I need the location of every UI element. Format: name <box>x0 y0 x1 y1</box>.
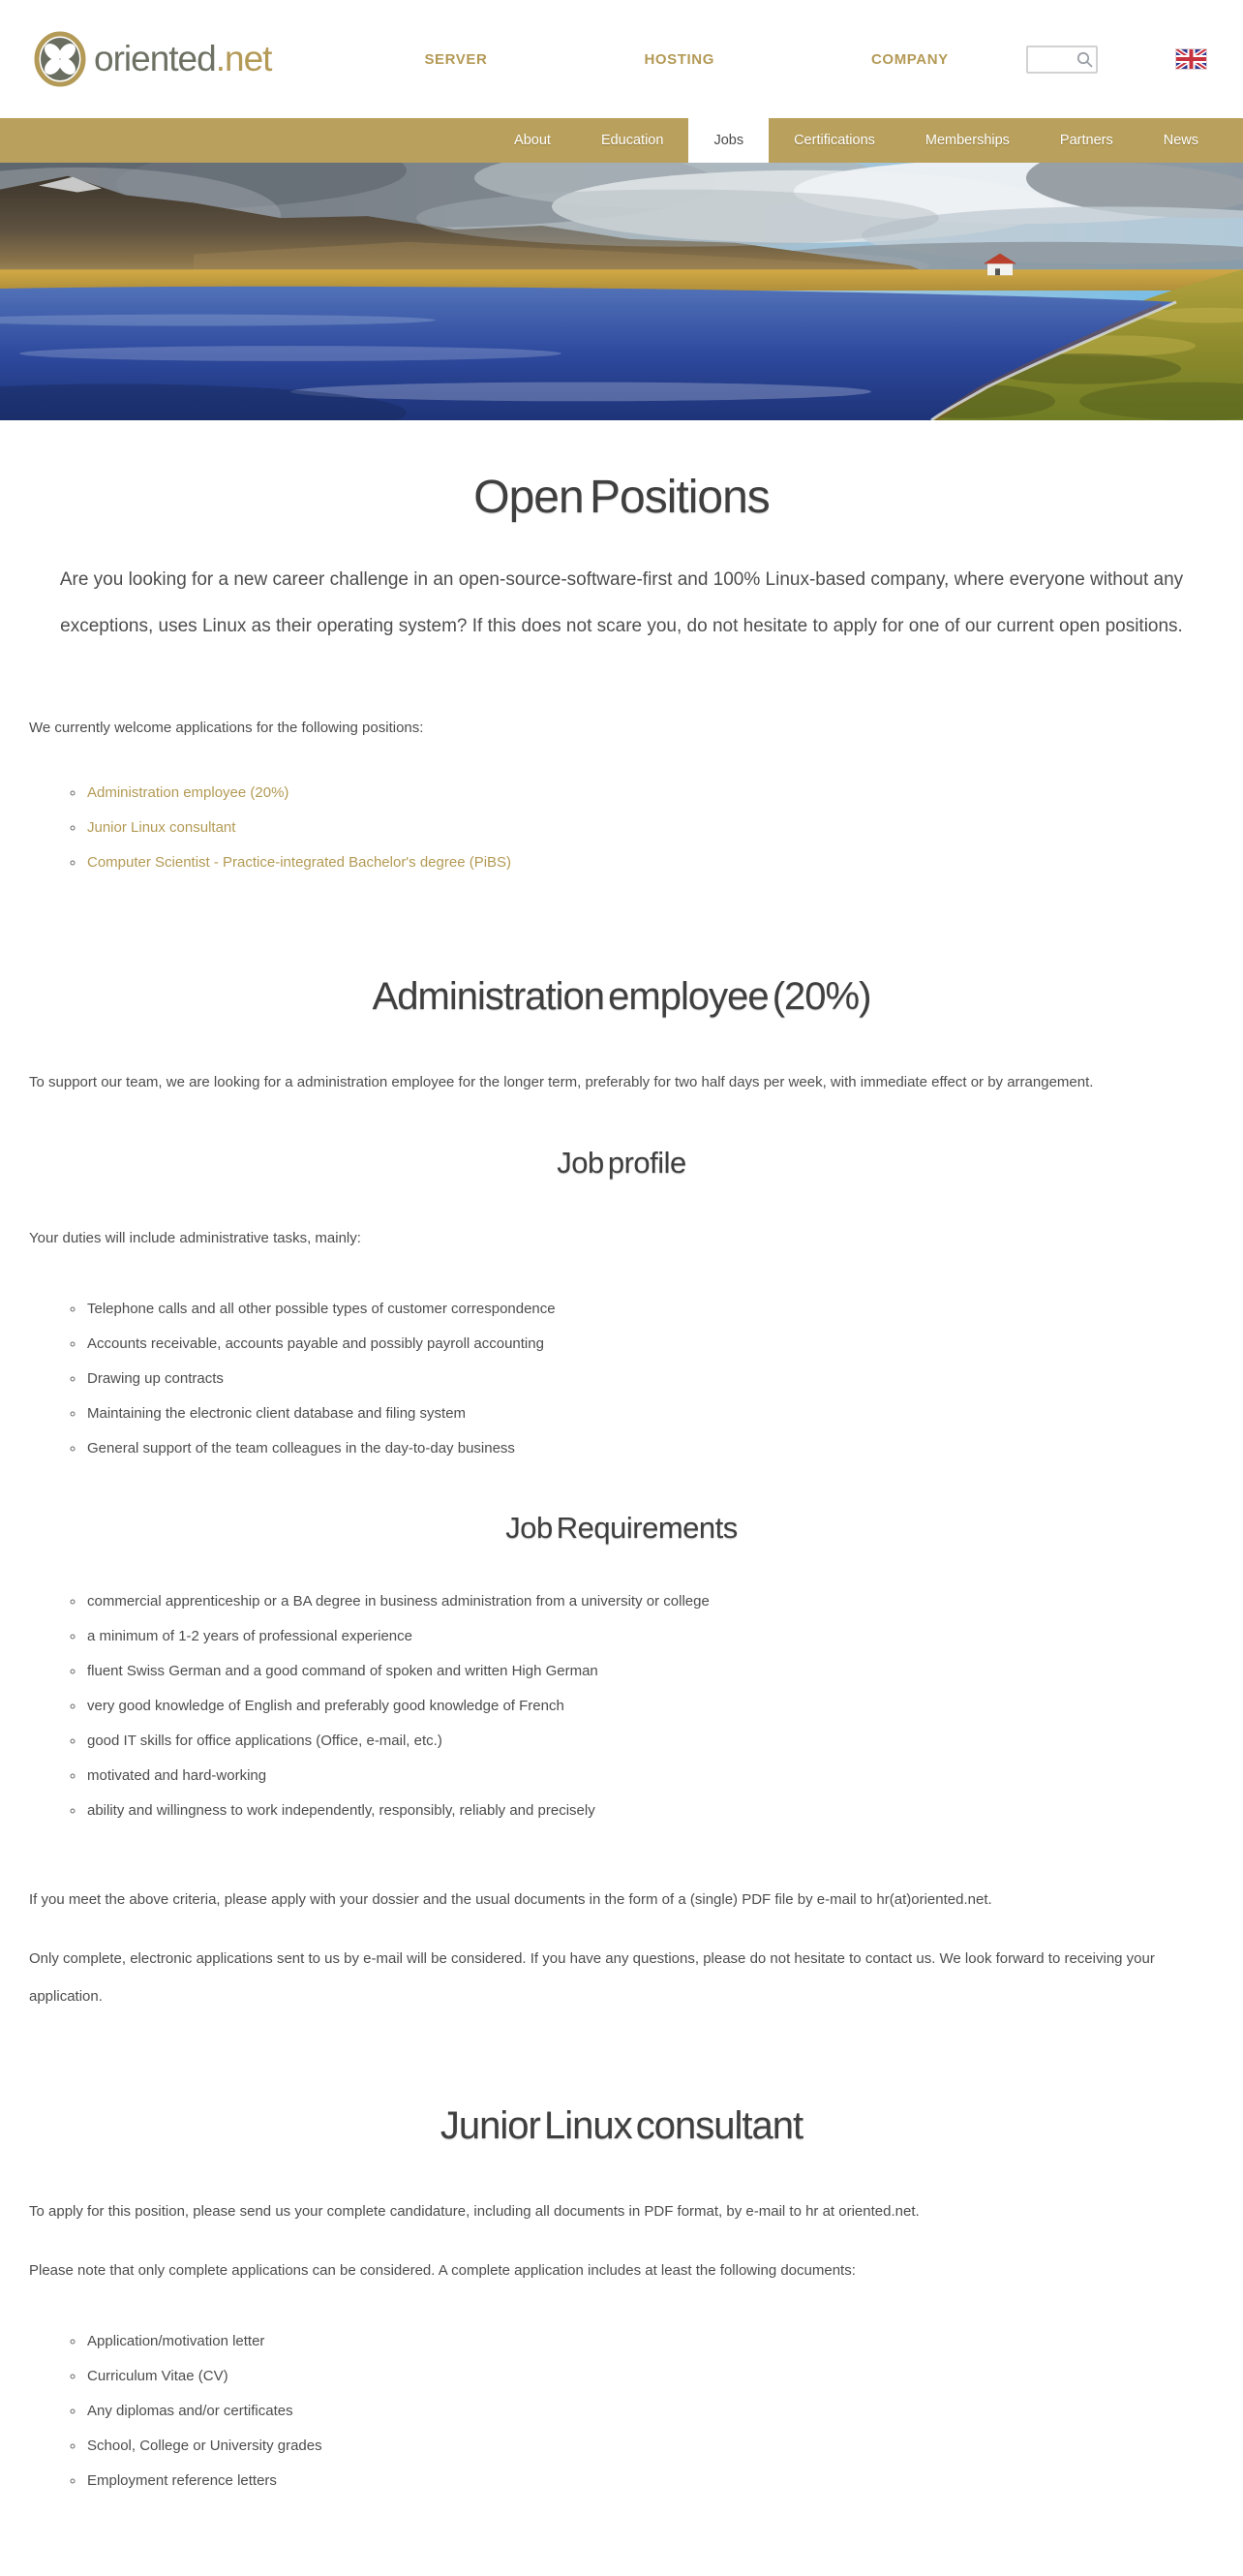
documents-list <box>29 2324 1214 2499</box>
note-paragraph: Only complete, electronic applications sent to us by e-mail will be considered. If you have any questions, please do not hesitate to contact us. We look forward to receiving your application. <box>29 1950 1155 2005</box>
intro-paragraph: Are you looking for a new career challenge in an open-source-software-first and 100% Linux-based company, where everyone without any exceptions, uses Linux as their operating system? If this does not scare you, do not hesitate to apply for one of our current open positions. <box>59 569 1184 636</box>
logo[interactable] <box>34 31 271 87</box>
section-heading-junior-linux: Junior Linux consultant <box>440 2104 803 2147</box>
list-item <box>85 811 1214 845</box>
nav-company[interactable]: COMPANY <box>871 50 949 68</box>
junior-intro: To apply for this position, please send us your complete candidature, including all documents in PDF format, by e-mail to hr at oriented.net. <box>29 2203 920 2220</box>
list-item <box>85 776 1214 811</box>
list-item: ◦ Application/motivation letter <box>85 2324 1214 2359</box>
subnav-certifications[interactable]: Certifications <box>794 133 875 148</box>
list-item: ◦ General support of the team colleagues in the day-to-day business <box>85 1431 1214 1466</box>
search-icon[interactable] <box>1076 51 1093 68</box>
primary-nav <box>424 51 948 68</box>
apply-paragraph: If you meet the above criteria, please apply with your dossier and the usual documents in the form of a (single) PDF file by e-mail to hr(at)oriented.net. <box>29 1891 992 1908</box>
job-profile-heading: Job profile <box>557 1146 686 1180</box>
list-item: ◦ Curriculum Vitae (CV) <box>85 2359 1214 2394</box>
logo-tld: .net <box>215 39 272 78</box>
administration-intro: To support our team, we are looking for a administration employee for the longer term, preferably for two half days per week, with immediate effect or by arrangement. <box>29 1074 1094 1090</box>
list-item: ◦ Any diplomas and/or certificates <box>85 2394 1214 2429</box>
list-item: ◦ Employment reference letters <box>85 2464 1214 2499</box>
subnav-education[interactable]: Education <box>600 133 664 148</box>
list-item <box>85 845 1214 880</box>
duties-intro: Your duties will include administrative tasks, mainly: <box>29 1230 361 1246</box>
site-header <box>0 0 1243 118</box>
main-content <box>0 471 1243 2576</box>
list-item: ◦ very good knowledge of English and preferably good knowledge of French <box>85 1689 1214 1724</box>
page-title: Open Positions <box>473 472 770 523</box>
nav-hosting[interactable]: HOSTING <box>644 50 714 68</box>
list-item: ◦ School, College or University grades <box>85 2429 1214 2464</box>
list-item: ◦ commercial apprenticeship or a BA degree in business administration from a university or college <box>85 1584 1214 1619</box>
welcome-line: We currently welcome applications for the following positions: <box>29 720 424 736</box>
open-positions-list <box>29 776 1214 880</box>
subnav-partners[interactable]: Partners <box>1059 133 1113 148</box>
requirements-list <box>29 1584 1214 1828</box>
position-link-junior-linux[interactable]: Junior Linux consultant <box>87 819 236 836</box>
list-item: ◦ fluent Swiss German and a good command of spoken and written High German <box>85 1654 1214 1689</box>
list-item: ◦ good IT skills for office applications (Office, e-mail, etc.) <box>85 1724 1214 1759</box>
nav-server[interactable]: SERVER <box>424 50 488 68</box>
job-requirements-heading: Job Requirements <box>505 1511 738 1545</box>
subnav-jobs-active[interactable]: Jobs <box>688 112 769 163</box>
list-item: ◦ motivated and hard-working <box>85 1759 1214 1794</box>
list-item: ◦ Telephone calls and all other possible types of customer correspondence <box>85 1292 1214 1327</box>
logo-icon <box>34 31 86 87</box>
junior-note: Please note that only complete applications can be considered. A complete application includes at least the following documents: <box>29 2262 856 2279</box>
position-link-administration[interactable]: Administration employee (20%) <box>87 784 289 801</box>
logo-name: oriented <box>94 39 216 78</box>
search-box <box>1026 46 1098 74</box>
list-item: ◦ Maintaining the electronic client database and filing system <box>85 1396 1214 1431</box>
secondary-nav <box>0 118 1243 163</box>
position-link-computer-scientist[interactable]: Computer Scientist - Practice-integrated Bachelor's degree (PiBS) <box>87 854 512 871</box>
section-heading-administration: Administration employee (20%) <box>372 975 871 1018</box>
list-item: ◦ Drawing up contracts <box>85 1362 1214 1396</box>
subnav-memberships[interactable]: Memberships <box>925 133 1010 148</box>
duties-list <box>29 1292 1214 1466</box>
list-item: ◦ ability and willingness to work independently, responsibly, reliably and precisely <box>85 1794 1214 1828</box>
uk-flag-icon[interactable] <box>1175 48 1207 70</box>
subnav-news[interactable]: News <box>1163 133 1198 148</box>
list-item: ◦ Accounts receivable, accounts payable and possibly payroll accounting <box>85 1327 1214 1362</box>
subnav-about[interactable]: About <box>514 133 551 148</box>
logo-text <box>94 39 271 79</box>
list-item: ◦ a minimum of 1-2 years of professional experience <box>85 1619 1214 1654</box>
hero-image <box>0 163 1243 420</box>
